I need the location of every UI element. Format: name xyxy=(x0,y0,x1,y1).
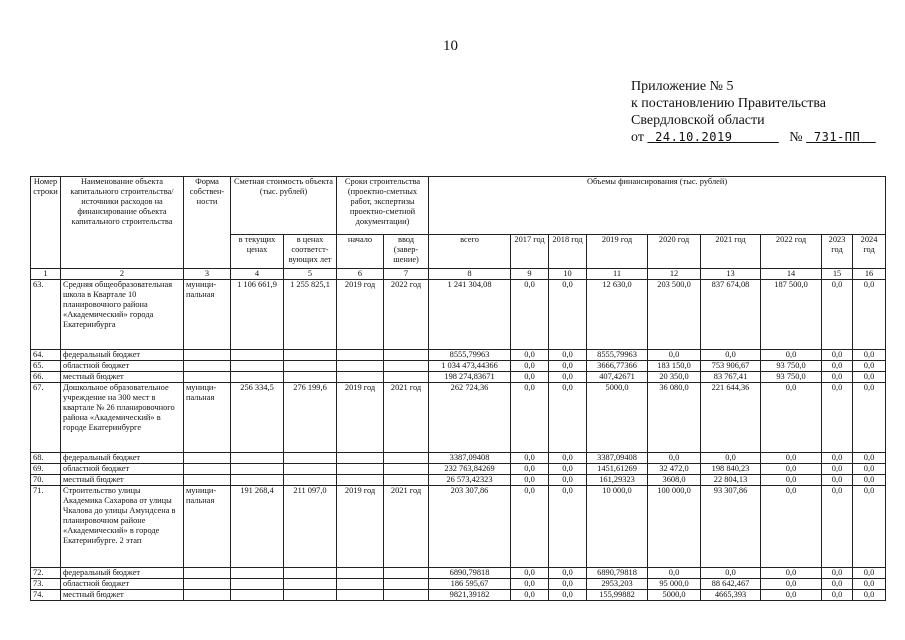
row-number: 63. xyxy=(31,280,61,350)
amount-2017: 0,0 xyxy=(511,579,549,590)
amount-2023: 0,0 xyxy=(822,568,853,579)
table-row xyxy=(31,486,886,568)
amount-2018: 0,0 xyxy=(549,568,587,579)
amount-2022: 0,0 xyxy=(761,350,822,361)
total: 3387,09408 xyxy=(429,453,511,464)
col-number: 6 xyxy=(337,269,384,280)
start-year xyxy=(337,579,384,590)
amount-2023: 0,0 xyxy=(822,350,853,361)
table-row xyxy=(31,372,886,383)
cost-current xyxy=(231,568,284,579)
ownership: муници-пальная xyxy=(184,280,231,350)
object-name: Строительство улицы Академика Сахарова от улицы Чкалова до улицы Амундсена в планировочном районе «Академический» в городе Екатеринбурге. 2 этап xyxy=(61,486,184,568)
col-number: 3 xyxy=(184,269,231,280)
amount-2017: 0,0 xyxy=(511,453,549,464)
header-terms: Сроки строительства (проектно-сметных работ, экспертизы проектно-сметной документации) xyxy=(337,177,429,235)
amount-2022: 0,0 xyxy=(761,383,822,453)
header-2020: 2020 год xyxy=(648,235,701,269)
amount-2017: 0,0 xyxy=(511,383,549,453)
object-name: федеральный бюджет xyxy=(61,568,184,579)
amount-2020: 36 080,0 xyxy=(648,383,701,453)
amount-2024: 0,0 xyxy=(853,475,886,486)
column-number-row xyxy=(31,269,886,280)
amount-2024: 0,0 xyxy=(853,372,886,383)
amount-2018: 0,0 xyxy=(549,280,587,350)
total: 26 573,42323 xyxy=(429,475,511,486)
amount-2023: 0,0 xyxy=(822,383,853,453)
ownership xyxy=(184,372,231,383)
amount-2020: 203 500,0 xyxy=(648,280,701,350)
amount-2022: 93 750,0 xyxy=(761,361,822,372)
ownership xyxy=(184,579,231,590)
amount-2024: 0,0 xyxy=(853,590,886,601)
amount-2021: 0,0 xyxy=(701,568,761,579)
object-name: областной бюджет xyxy=(61,464,184,475)
table-row xyxy=(31,280,886,350)
page-number: 10 xyxy=(443,38,458,54)
amount-2020: 32 472,0 xyxy=(648,464,701,475)
header-2024: 2024 год xyxy=(853,235,886,269)
amount-2023: 0,0 xyxy=(822,361,853,372)
header-total: всего xyxy=(429,235,511,269)
end-year: 2021 год xyxy=(384,383,429,453)
total: 232 763,84269 xyxy=(429,464,511,475)
cost-base: 1 255 825,1 xyxy=(284,280,337,350)
appendix-line1: Приложение № 5 xyxy=(631,79,734,94)
cost-current xyxy=(231,475,284,486)
row-number: 69. xyxy=(31,464,61,475)
object-name: местный бюджет xyxy=(61,475,184,486)
header-name: Наименование объекта капитального строительства/ источники расходов на финансирование объекта капитального строительства xyxy=(61,177,184,269)
number-label: № xyxy=(789,130,803,145)
amount-2017: 0,0 xyxy=(511,590,549,601)
object-name: местный бюджет xyxy=(61,590,184,601)
amount-2019: 155,99882 xyxy=(587,590,648,601)
amount-2019: 5000,0 xyxy=(587,383,648,453)
cost-current: 1 106 661,9 xyxy=(231,280,284,350)
object-name: областной бюджет xyxy=(61,579,184,590)
amount-2023: 0,0 xyxy=(822,590,853,601)
object-name: Дошкольное образовательное учреждение на 300 мест в квартале № 26 планировочного района «Академический» в городе Екатеринбурге xyxy=(61,383,184,453)
amount-2024: 0,0 xyxy=(853,579,886,590)
col-number: 16 xyxy=(853,269,886,280)
header-2017: 2017 год xyxy=(511,235,549,269)
amount-2023: 0,0 xyxy=(822,579,853,590)
amount-2017: 0,0 xyxy=(511,280,549,350)
decree-date: 24.10.2019 xyxy=(655,130,733,144)
amount-2019: 6890,79818 xyxy=(587,568,648,579)
end-year xyxy=(384,361,429,372)
row-number: 67. xyxy=(31,383,61,453)
header-2019: 2019 год xyxy=(587,235,648,269)
total: 6890,79818 xyxy=(429,568,511,579)
amount-2017: 0,0 xyxy=(511,475,549,486)
amount-2018: 0,0 xyxy=(549,453,587,464)
amount-2021: 198 840,23 xyxy=(701,464,761,475)
start-year xyxy=(337,361,384,372)
amount-2024: 0,0 xyxy=(853,486,886,568)
cost-base xyxy=(284,453,337,464)
amount-2023: 0,0 xyxy=(822,475,853,486)
cost-base xyxy=(284,579,337,590)
header-ownership: Форма собствен-ности xyxy=(184,177,231,269)
object-name: областной бюджет xyxy=(61,361,184,372)
cost-base xyxy=(284,590,337,601)
ownership xyxy=(184,464,231,475)
amount-2018: 0,0 xyxy=(549,350,587,361)
amount-2018: 0,0 xyxy=(549,590,587,601)
row-number: 66. xyxy=(31,372,61,383)
object-name: федеральный бюджет xyxy=(61,453,184,464)
start-year: 2019 год xyxy=(337,486,384,568)
table-row xyxy=(31,590,886,601)
col-number: 15 xyxy=(822,269,853,280)
end-year xyxy=(384,475,429,486)
amount-2020: 0,0 xyxy=(648,350,701,361)
table-row xyxy=(31,464,886,475)
amount-2018: 0,0 xyxy=(549,464,587,475)
row-number: 71. xyxy=(31,486,61,568)
amount-2021: 753 906,67 xyxy=(701,361,761,372)
end-year xyxy=(384,350,429,361)
appendix-date-line xyxy=(631,129,876,146)
col-number: 11 xyxy=(587,269,648,280)
start-year xyxy=(337,590,384,601)
start-year xyxy=(337,372,384,383)
end-year xyxy=(384,453,429,464)
amount-2019: 407,42671 xyxy=(587,372,648,383)
row-number: 65. xyxy=(31,361,61,372)
amount-2023: 0,0 xyxy=(822,486,853,568)
amount-2020: 100 000,0 xyxy=(648,486,701,568)
cost-current xyxy=(231,590,284,601)
from-label: от xyxy=(631,130,644,145)
amount-2019: 2953,203 xyxy=(587,579,648,590)
cost-base xyxy=(284,372,337,383)
table-row xyxy=(31,453,886,464)
col-number: 7 xyxy=(384,269,429,280)
col-number: 1 xyxy=(31,269,61,280)
amount-2024: 0,0 xyxy=(853,383,886,453)
amount-2024: 0,0 xyxy=(853,361,886,372)
end-year: 2021 год xyxy=(384,486,429,568)
cost-base xyxy=(284,568,337,579)
amount-2018: 0,0 xyxy=(549,579,587,590)
start-year xyxy=(337,568,384,579)
col-number: 9 xyxy=(511,269,549,280)
col-number: 14 xyxy=(761,269,822,280)
amount-2018: 0,0 xyxy=(549,361,587,372)
amount-2019: 10 000,0 xyxy=(587,486,648,568)
amount-2019: 8555,79963 xyxy=(587,350,648,361)
amount-2019: 3666,77366 xyxy=(587,361,648,372)
ownership xyxy=(184,590,231,601)
amount-2020: 5000,0 xyxy=(648,590,701,601)
end-year xyxy=(384,372,429,383)
end-year: 2022 год xyxy=(384,280,429,350)
row-number: 68. xyxy=(31,453,61,464)
header-2023: 2023 год xyxy=(822,235,853,269)
col-number: 2 xyxy=(61,269,184,280)
start-year xyxy=(337,464,384,475)
amount-2021: 88 642,467 xyxy=(701,579,761,590)
cost-current xyxy=(231,350,284,361)
ownership xyxy=(184,350,231,361)
header-2022: 2022 год xyxy=(761,235,822,269)
amount-2022: 0,0 xyxy=(761,453,822,464)
row-number: 74. xyxy=(31,590,61,601)
amount-2022: 0,0 xyxy=(761,568,822,579)
cost-base: 276 199,6 xyxy=(284,383,337,453)
ownership xyxy=(184,361,231,372)
total: 8555,79963 xyxy=(429,350,511,361)
total: 186 595,67 xyxy=(429,579,511,590)
col-number: 4 xyxy=(231,269,284,280)
table-row xyxy=(31,383,886,453)
start-year xyxy=(337,350,384,361)
amount-2024: 0,0 xyxy=(853,350,886,361)
amount-2017: 0,0 xyxy=(511,372,549,383)
amount-2023: 0,0 xyxy=(822,464,853,475)
total: 1 034 473,44366 xyxy=(429,361,511,372)
amount-2024: 0,0 xyxy=(853,280,886,350)
total: 203 307,86 xyxy=(429,486,511,568)
financing-table xyxy=(30,176,886,601)
amount-2021: 83 767,41 xyxy=(701,372,761,383)
amount-2024: 0,0 xyxy=(853,453,886,464)
header-cost-base: в ценах соответст-вующих лет xyxy=(284,235,337,269)
cost-current xyxy=(231,361,284,372)
ownership xyxy=(184,475,231,486)
amount-2022: 0,0 xyxy=(761,579,822,590)
row-number: 64. xyxy=(31,350,61,361)
amount-2020: 183 150,0 xyxy=(648,361,701,372)
col-number: 10 xyxy=(549,269,587,280)
row-number: 70. xyxy=(31,475,61,486)
cost-current xyxy=(231,372,284,383)
end-year xyxy=(384,579,429,590)
start-year: 2019 год xyxy=(337,383,384,453)
total: 9821,39182 xyxy=(429,590,511,601)
amount-2023: 0,0 xyxy=(822,453,853,464)
ownership: муници-пальная xyxy=(184,486,231,568)
amount-2024: 0,0 xyxy=(853,568,886,579)
amount-2022: 93 750,0 xyxy=(761,372,822,383)
amount-2017: 0,0 xyxy=(511,464,549,475)
amount-2023: 0,0 xyxy=(822,372,853,383)
total: 262 724,36 xyxy=(429,383,511,453)
table-row xyxy=(31,568,886,579)
start-year: 2019 год xyxy=(337,280,384,350)
cost-base xyxy=(284,475,337,486)
object-name: федеральный бюджет xyxy=(61,350,184,361)
appendix-line2: к постановлению Правительства xyxy=(631,96,827,111)
cost-current xyxy=(231,453,284,464)
amount-2019: 161,29323 xyxy=(587,475,648,486)
amount-2018: 0,0 xyxy=(549,383,587,453)
end-year xyxy=(384,590,429,601)
amount-2017: 0,0 xyxy=(511,486,549,568)
ownership xyxy=(184,568,231,579)
amount-2020: 0,0 xyxy=(648,453,701,464)
header-row-no: Номер строки xyxy=(31,177,61,269)
amount-2017: 0,0 xyxy=(511,350,549,361)
cost-base: 211 097,0 xyxy=(284,486,337,568)
header-cost-current: в текущих ценах xyxy=(231,235,284,269)
table-row xyxy=(31,579,886,590)
header-start: начало xyxy=(337,235,384,269)
amount-2021: 221 644,36 xyxy=(701,383,761,453)
amount-2022: 0,0 xyxy=(761,590,822,601)
amount-2023: 0,0 xyxy=(822,280,853,350)
col-number: 13 xyxy=(701,269,761,280)
cost-base xyxy=(284,350,337,361)
col-number: 8 xyxy=(429,269,511,280)
total: 1 241 304,08 xyxy=(429,280,511,350)
total: 198 274,83671 xyxy=(429,372,511,383)
amount-2019: 12 630,0 xyxy=(587,280,648,350)
table-row xyxy=(31,475,886,486)
table-row xyxy=(31,361,886,372)
amount-2021: 93 307,86 xyxy=(701,486,761,568)
cost-current xyxy=(231,579,284,590)
amount-2024: 0,0 xyxy=(853,464,886,475)
row-number: 73. xyxy=(31,579,61,590)
amount-2017: 0,0 xyxy=(511,568,549,579)
amount-2022: 187 500,0 xyxy=(761,280,822,350)
cost-base xyxy=(284,464,337,475)
amount-2020: 0,0 xyxy=(648,568,701,579)
header-2018: 2018 год xyxy=(549,235,587,269)
amount-2018: 0,0 xyxy=(549,372,587,383)
amount-2022: 0,0 xyxy=(761,486,822,568)
ownership xyxy=(184,453,231,464)
header-commission: ввод (завер-шение) xyxy=(384,235,429,269)
cost-base xyxy=(284,361,337,372)
ownership: муници-пальная xyxy=(184,383,231,453)
row-number: 72. xyxy=(31,568,61,579)
amount-2018: 0,0 xyxy=(549,486,587,568)
amount-2021: 837 674,08 xyxy=(701,280,761,350)
amount-2022: 0,0 xyxy=(761,464,822,475)
amount-2021: 22 804,13 xyxy=(701,475,761,486)
start-year xyxy=(337,453,384,464)
amount-2020: 95 000,0 xyxy=(648,579,701,590)
amount-2019: 3387,09408 xyxy=(587,453,648,464)
end-year xyxy=(384,568,429,579)
col-number: 5 xyxy=(284,269,337,280)
object-name: Средняя общеобразовательная школа в Квартале 10 планировочного района «Академический» города Екатеринбурга xyxy=(61,280,184,350)
end-year xyxy=(384,464,429,475)
object-name: местный бюджет xyxy=(61,372,184,383)
table-row xyxy=(31,350,886,361)
appendix-line3: Свердловской области xyxy=(631,113,765,128)
cost-current: 191 268,4 xyxy=(231,486,284,568)
amount-2017: 0,0 xyxy=(511,361,549,372)
amount-2021: 0,0 xyxy=(701,453,761,464)
amount-2020: 20 350,0 xyxy=(648,372,701,383)
amount-2021: 4665,393 xyxy=(701,590,761,601)
start-year xyxy=(337,475,384,486)
header-financing: Объемы финансирования (тыс. рублей) xyxy=(429,177,886,235)
appendix-header xyxy=(631,78,876,146)
cost-current xyxy=(231,464,284,475)
header-2021: 2021 год xyxy=(701,235,761,269)
amount-2022: 0,0 xyxy=(761,475,822,486)
col-number: 12 xyxy=(648,269,701,280)
header-cost: Сметная стоимость объекта (тыс. рублей) xyxy=(231,177,337,235)
amount-2018: 0,0 xyxy=(549,475,587,486)
decree-number: 731-ПП xyxy=(813,130,861,144)
cost-current: 256 334,5 xyxy=(231,383,284,453)
amount-2019: 1451,61269 xyxy=(587,464,648,475)
amount-2021: 0,0 xyxy=(701,350,761,361)
amount-2020: 3608,0 xyxy=(648,475,701,486)
